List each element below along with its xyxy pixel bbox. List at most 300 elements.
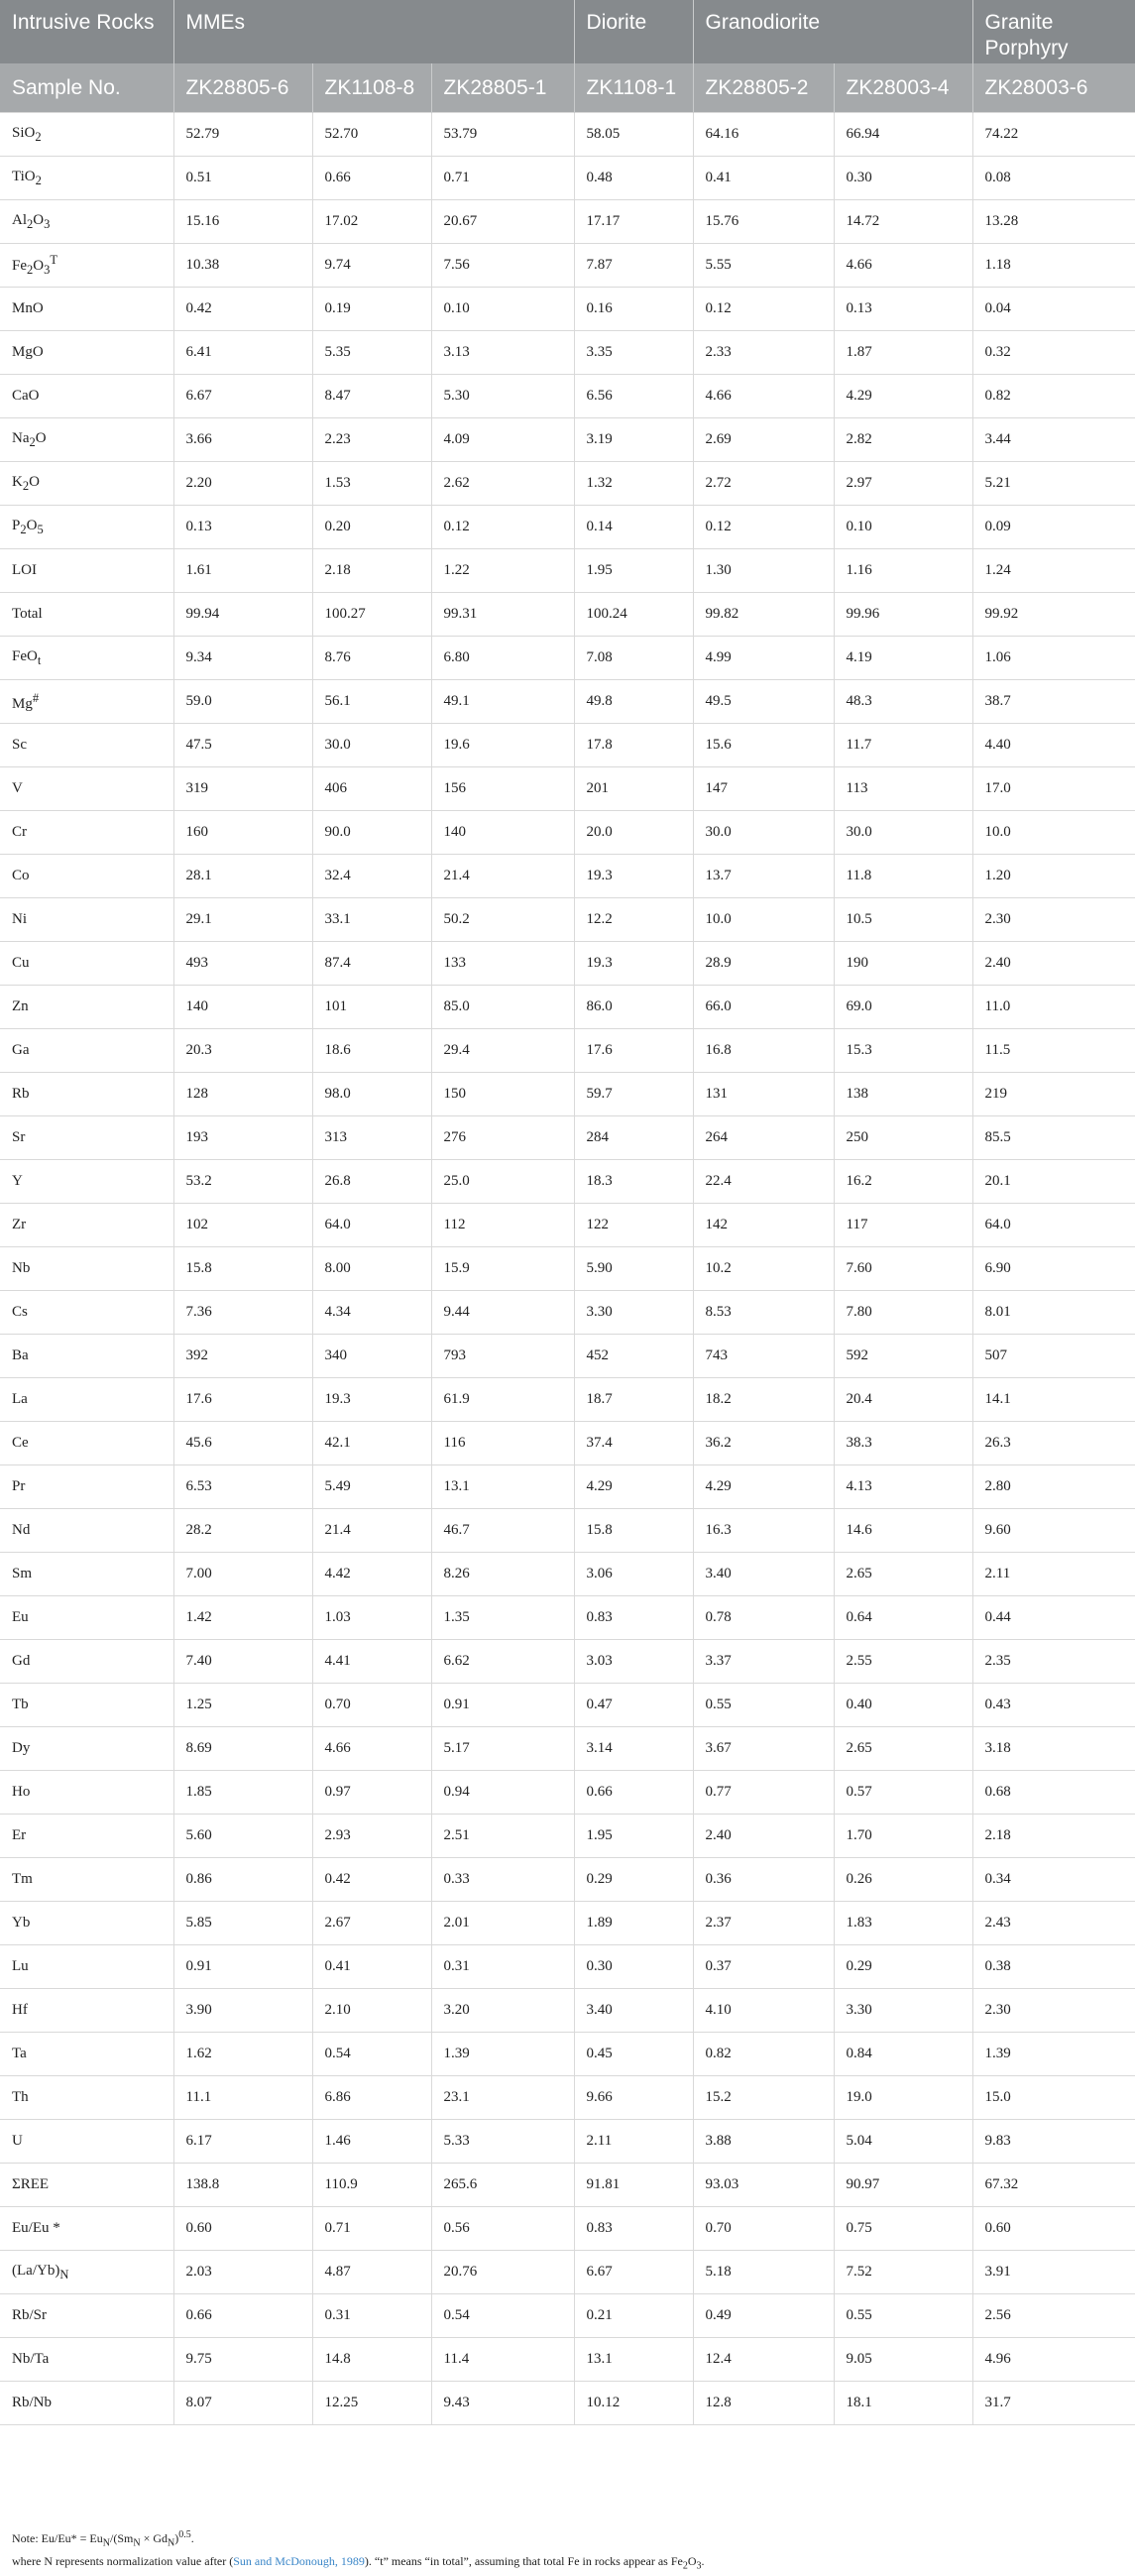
table-cell: 59.0 bbox=[173, 680, 312, 724]
sample-header-row bbox=[0, 63, 1135, 113]
table-cell: 3.90 bbox=[173, 1989, 312, 2033]
table-cell: 2.40 bbox=[972, 942, 1135, 986]
table-cell: 0.33 bbox=[431, 1858, 574, 1902]
table-note bbox=[12, 2525, 704, 2576]
row-label: LOI bbox=[0, 549, 173, 593]
table-cell: 5.60 bbox=[173, 1815, 312, 1858]
table-cell: 7.80 bbox=[834, 1291, 972, 1335]
table-cell: 12.4 bbox=[693, 2338, 834, 2382]
table-row bbox=[0, 1247, 1135, 1291]
table-cell: 15.3 bbox=[834, 1029, 972, 1073]
sample-header: ZK1108-1 bbox=[574, 63, 693, 113]
table-cell: 0.75 bbox=[834, 2207, 972, 2251]
group-granite-porphyry: Granite Porphyry bbox=[972, 0, 1135, 63]
sample-header: ZK28003-4 bbox=[834, 63, 972, 113]
table-cell: 0.13 bbox=[834, 288, 972, 331]
table-row bbox=[0, 2033, 1135, 2076]
table-cell: 3.37 bbox=[693, 1640, 834, 1684]
table-cell: 1.39 bbox=[972, 2033, 1135, 2076]
table-cell: 2.93 bbox=[312, 1815, 431, 1858]
table-row bbox=[0, 1553, 1135, 1596]
table-cell: 7.36 bbox=[173, 1291, 312, 1335]
table-row bbox=[0, 200, 1135, 244]
table-cell: 37.4 bbox=[574, 1422, 693, 1465]
table-cell: 2.80 bbox=[972, 1465, 1135, 1509]
table-cell: 90.97 bbox=[834, 2164, 972, 2207]
table-cell: 3.06 bbox=[574, 1553, 693, 1596]
row-label: Nb/Ta bbox=[0, 2338, 173, 2382]
table-cell: 0.31 bbox=[312, 2294, 431, 2338]
table-cell: 99.94 bbox=[173, 593, 312, 637]
table-row bbox=[0, 1989, 1135, 2033]
table-row bbox=[0, 1771, 1135, 1815]
table-cell: 18.2 bbox=[693, 1378, 834, 1422]
table-cell: 0.57 bbox=[834, 1771, 972, 1815]
table-cell: 156 bbox=[431, 767, 574, 811]
table-cell: 128 bbox=[173, 1073, 312, 1116]
table-cell: 4.66 bbox=[834, 244, 972, 288]
table-cell: 264 bbox=[693, 1116, 834, 1160]
row-label: SiO$_2$ bbox=[0, 113, 173, 157]
table-cell: 56.1 bbox=[312, 680, 431, 724]
table-cell: 507 bbox=[972, 1335, 1135, 1378]
table-row bbox=[0, 1422, 1135, 1465]
table-cell: 9.60 bbox=[972, 1509, 1135, 1553]
table-cell: 219 bbox=[972, 1073, 1135, 1116]
table-cell: 2.72 bbox=[693, 462, 834, 506]
table-cell: 138 bbox=[834, 1073, 972, 1116]
table-row bbox=[0, 724, 1135, 767]
table-cell: 1.95 bbox=[574, 1815, 693, 1858]
table-cell: 17.6 bbox=[173, 1378, 312, 1422]
table-cell: 1.53 bbox=[312, 462, 431, 506]
table-cell: 1.46 bbox=[312, 2120, 431, 2164]
table-row bbox=[0, 2294, 1135, 2338]
table-cell: 0.12 bbox=[693, 288, 834, 331]
table-cell: 20.0 bbox=[574, 811, 693, 855]
table-row bbox=[0, 418, 1135, 462]
table-row bbox=[0, 2164, 1135, 2207]
table-cell: 10.5 bbox=[834, 898, 972, 942]
row-label: TiO$_2$ bbox=[0, 157, 173, 200]
table-cell: 0.10 bbox=[431, 288, 574, 331]
table-cell: 4.41 bbox=[312, 1640, 431, 1684]
table-cell: 0.47 bbox=[574, 1684, 693, 1727]
table-cell: 5.30 bbox=[431, 375, 574, 418]
table-cell: 2.65 bbox=[834, 1727, 972, 1771]
table-cell: 6.17 bbox=[173, 2120, 312, 2164]
row-label: Pr bbox=[0, 1465, 173, 1509]
table-cell: 10.38 bbox=[173, 244, 312, 288]
table-row bbox=[0, 2207, 1135, 2251]
table-row bbox=[0, 1378, 1135, 1422]
table-cell: 28.2 bbox=[173, 1509, 312, 1553]
table-cell: 15.8 bbox=[574, 1509, 693, 1553]
row-label: Rb/Sr bbox=[0, 2294, 173, 2338]
row-label: Sc bbox=[0, 724, 173, 767]
table-cell: 0.83 bbox=[574, 2207, 693, 2251]
table-cell: 9.34 bbox=[173, 637, 312, 680]
table-cell: 0.45 bbox=[574, 2033, 693, 2076]
table-cell: 0.70 bbox=[312, 1684, 431, 1727]
table-cell: 0.83 bbox=[574, 1596, 693, 1640]
table-cell: 5.90 bbox=[574, 1247, 693, 1291]
row-label: Ce bbox=[0, 1422, 173, 1465]
table-cell: 31.7 bbox=[972, 2382, 1135, 2425]
table-cell: 15.6 bbox=[693, 724, 834, 767]
table-cell: 406 bbox=[312, 767, 431, 811]
table-cell: 0.16 bbox=[574, 288, 693, 331]
table-cell: 1.30 bbox=[693, 549, 834, 593]
table-cell: 3.30 bbox=[834, 1989, 972, 2033]
table-row bbox=[0, 1204, 1135, 1247]
table-cell: 93.03 bbox=[693, 2164, 834, 2207]
table-cell: 0.38 bbox=[972, 1945, 1135, 1989]
table-row bbox=[0, 1160, 1135, 1204]
table-cell: 64.16 bbox=[693, 113, 834, 157]
table-cell: 10.12 bbox=[574, 2382, 693, 2425]
table-cell: 48.3 bbox=[834, 680, 972, 724]
table-cell: 1.16 bbox=[834, 549, 972, 593]
table-cell: 28.9 bbox=[693, 942, 834, 986]
table-cell: 14.72 bbox=[834, 200, 972, 244]
table-cell: 66.94 bbox=[834, 113, 972, 157]
sample-header: ZK28003-6 bbox=[972, 63, 1135, 113]
table-cell: 49.1 bbox=[431, 680, 574, 724]
table-cell: 0.42 bbox=[173, 288, 312, 331]
table-cell: 1.18 bbox=[972, 244, 1135, 288]
table-cell: 5.55 bbox=[693, 244, 834, 288]
table-cell: 16.8 bbox=[693, 1029, 834, 1073]
table-cell: 2.55 bbox=[834, 1640, 972, 1684]
table-row bbox=[0, 506, 1135, 549]
table-cell: 0.66 bbox=[574, 1771, 693, 1815]
table-cell: 2.43 bbox=[972, 1902, 1135, 1945]
table-cell: 0.36 bbox=[693, 1858, 834, 1902]
table-cell: 14.1 bbox=[972, 1378, 1135, 1422]
table-cell: 8.00 bbox=[312, 1247, 431, 1291]
row-label: Rb/Nb bbox=[0, 2382, 173, 2425]
table-cell: 3.88 bbox=[693, 2120, 834, 2164]
table-cell: 15.8 bbox=[173, 1247, 312, 1291]
table-cell: 17.8 bbox=[574, 724, 693, 767]
table-cell: 20.76 bbox=[431, 2251, 574, 2294]
table-cell: 47.5 bbox=[173, 724, 312, 767]
table-row bbox=[0, 1858, 1135, 1902]
table-cell: 452 bbox=[574, 1335, 693, 1378]
table-cell: 28.1 bbox=[173, 855, 312, 898]
table-row bbox=[0, 113, 1135, 157]
table-cell: 2.56 bbox=[972, 2294, 1135, 2338]
table-cell: 0.08 bbox=[972, 157, 1135, 200]
table-cell: 0.51 bbox=[173, 157, 312, 200]
table-cell: 140 bbox=[173, 986, 312, 1029]
row-label: CaO bbox=[0, 375, 173, 418]
row-label: Mg# bbox=[0, 680, 173, 724]
table-cell: 3.44 bbox=[972, 418, 1135, 462]
table-cell: 30.0 bbox=[312, 724, 431, 767]
group-intrusive-rocks: Intrusive Rocks bbox=[0, 0, 173, 63]
table-cell: 160 bbox=[173, 811, 312, 855]
table-cell: 19.3 bbox=[574, 855, 693, 898]
table-cell: 1.03 bbox=[312, 1596, 431, 1640]
table-cell: 2.40 bbox=[693, 1815, 834, 1858]
table-cell: 32.4 bbox=[312, 855, 431, 898]
table-cell: 99.31 bbox=[431, 593, 574, 637]
table-cell: 15.9 bbox=[431, 1247, 574, 1291]
table-cell: 10.0 bbox=[693, 898, 834, 942]
table-cell: 4.66 bbox=[312, 1727, 431, 1771]
table-cell: 13.28 bbox=[972, 200, 1135, 244]
note-line-2 bbox=[12, 2552, 704, 2575]
table-cell: 2.30 bbox=[972, 1989, 1135, 2033]
row-label: Sr bbox=[0, 1116, 173, 1160]
table-cell: 4.87 bbox=[312, 2251, 431, 2294]
table-cell: 5.85 bbox=[173, 1902, 312, 1945]
row-label: ΣREE bbox=[0, 2164, 173, 2207]
table-cell: 0.54 bbox=[431, 2294, 574, 2338]
table-cell: 4.29 bbox=[574, 1465, 693, 1509]
table-cell: 1.20 bbox=[972, 855, 1135, 898]
table-row bbox=[0, 1116, 1135, 1160]
table-cell: 3.67 bbox=[693, 1727, 834, 1771]
table-cell: 0.20 bbox=[312, 506, 431, 549]
table-cell: 0.49 bbox=[693, 2294, 834, 2338]
table-cell: 69.0 bbox=[834, 986, 972, 1029]
table-cell: 6.67 bbox=[574, 2251, 693, 2294]
table-cell: 142 bbox=[693, 1204, 834, 1247]
table-cell: 1.61 bbox=[173, 549, 312, 593]
table-cell: 16.2 bbox=[834, 1160, 972, 1204]
table-cell: 98.0 bbox=[312, 1073, 431, 1116]
table-cell: 1.83 bbox=[834, 1902, 972, 1945]
row-label: $(La/Yb)_N$ bbox=[0, 2251, 173, 2294]
table-cell: 4.10 bbox=[693, 1989, 834, 2033]
table-cell: 2.20 bbox=[173, 462, 312, 506]
table-cell: 10.2 bbox=[693, 1247, 834, 1291]
table-cell: 150 bbox=[431, 1073, 574, 1116]
table-cell: 0.41 bbox=[312, 1945, 431, 1989]
table-cell: 0.70 bbox=[693, 2207, 834, 2251]
table-cell: 793 bbox=[431, 1335, 574, 1378]
table-cell: 18.6 bbox=[312, 1029, 431, 1073]
table-cell: 20.1 bbox=[972, 1160, 1135, 1204]
table-cell: 0.43 bbox=[972, 1684, 1135, 1727]
table-cell: 38.7 bbox=[972, 680, 1135, 724]
table-row bbox=[0, 1465, 1135, 1509]
row-label: Cu bbox=[0, 942, 173, 986]
table-cell: 0.66 bbox=[312, 157, 431, 200]
table-cell: 3.30 bbox=[574, 1291, 693, 1335]
table-cell: 1.06 bbox=[972, 637, 1135, 680]
table-cell: 0.54 bbox=[312, 2033, 431, 2076]
table-cell: 0.55 bbox=[834, 2294, 972, 2338]
table-cell: 20.4 bbox=[834, 1378, 972, 1422]
table-cell: 4.42 bbox=[312, 1553, 431, 1596]
table-cell: 26.8 bbox=[312, 1160, 431, 1204]
table-cell: 1.22 bbox=[431, 549, 574, 593]
table-cell: 116 bbox=[431, 1422, 574, 1465]
table-cell: 319 bbox=[173, 767, 312, 811]
table-cell: 0.77 bbox=[693, 1771, 834, 1815]
reference-link[interactable]: Sun and McDonough, 1989 bbox=[233, 2554, 365, 2569]
table-row bbox=[0, 1640, 1135, 1684]
table-cell: 11.5 bbox=[972, 1029, 1135, 1073]
row-label: Eu bbox=[0, 1596, 173, 1640]
table-row bbox=[0, 1945, 1135, 1989]
table-cell: 6.67 bbox=[173, 375, 312, 418]
table-cell: 493 bbox=[173, 942, 312, 986]
table-cell: 0.91 bbox=[173, 1945, 312, 1989]
table-cell: 18.7 bbox=[574, 1378, 693, 1422]
table-cell: 0.10 bbox=[834, 506, 972, 549]
table-cell: 26.3 bbox=[972, 1422, 1135, 1465]
group-granodiorite: Granodiorite bbox=[693, 0, 972, 63]
table-cell: 9.66 bbox=[574, 2076, 693, 2120]
row-label: Co bbox=[0, 855, 173, 898]
table-cell: 0.12 bbox=[431, 506, 574, 549]
row-label: Nd bbox=[0, 1509, 173, 1553]
table-cell: 99.92 bbox=[972, 593, 1135, 637]
table-cell: 0.55 bbox=[693, 1684, 834, 1727]
table-row bbox=[0, 2382, 1135, 2425]
table-cell: 13.1 bbox=[574, 2338, 693, 2382]
table-cell: 8.26 bbox=[431, 1553, 574, 1596]
table-cell: 0.37 bbox=[693, 1945, 834, 1989]
row-label: $Fe_2O_3^T$ bbox=[0, 244, 173, 288]
table-cell: 313 bbox=[312, 1116, 431, 1160]
table-cell: 2.18 bbox=[972, 1815, 1135, 1858]
note-line-1: Note: $Eu/Eu* = Eu_N/(Sm_N \times Gd_N)^{0.5}$. bbox=[12, 2529, 194, 2549]
table-cell: 3.91 bbox=[972, 2251, 1135, 2294]
table-cell: 90.0 bbox=[312, 811, 431, 855]
table-cell: 4.99 bbox=[693, 637, 834, 680]
table-cell: 20.3 bbox=[173, 1029, 312, 1073]
table-cell: 1.89 bbox=[574, 1902, 693, 1945]
table-cell: 1.35 bbox=[431, 1596, 574, 1640]
table-cell: 147 bbox=[693, 767, 834, 811]
table-cell: 122 bbox=[574, 1204, 693, 1247]
table-cell: 18.1 bbox=[834, 2382, 972, 2425]
row-label: Th bbox=[0, 2076, 173, 2120]
table-cell: 140 bbox=[431, 811, 574, 855]
table-row bbox=[0, 1727, 1135, 1771]
table-cell: 7.40 bbox=[173, 1640, 312, 1684]
row-label: Yb bbox=[0, 1902, 173, 1945]
table-cell: 0.68 bbox=[972, 1771, 1135, 1815]
row-label: FeO$_t$ bbox=[0, 637, 173, 680]
table-cell: 2.30 bbox=[972, 898, 1135, 942]
table-cell: 11.4 bbox=[431, 2338, 574, 2382]
table-cell: 15.2 bbox=[693, 2076, 834, 2120]
row-label: Hf bbox=[0, 1989, 173, 2033]
table-cell: 17.0 bbox=[972, 767, 1135, 811]
row-label: Lu bbox=[0, 1945, 173, 1989]
table-cell: 5.49 bbox=[312, 1465, 431, 1509]
table-cell: 7.56 bbox=[431, 244, 574, 288]
table-cell: 0.91 bbox=[431, 1684, 574, 1727]
table-row bbox=[0, 855, 1135, 898]
group-diorite: Diorite bbox=[574, 0, 693, 63]
table-cell: 113 bbox=[834, 767, 972, 811]
table-cell: 0.82 bbox=[693, 2033, 834, 2076]
table-cell: 23.1 bbox=[431, 2076, 574, 2120]
table-cell: 0.09 bbox=[972, 506, 1135, 549]
table-cell: 9.75 bbox=[173, 2338, 312, 2382]
table-cell: 86.0 bbox=[574, 986, 693, 1029]
table-cell: 85.5 bbox=[972, 1116, 1135, 1160]
row-label: Ho bbox=[0, 1771, 173, 1815]
table-row bbox=[0, 1291, 1135, 1335]
table-cell: 17.6 bbox=[574, 1029, 693, 1073]
table-cell: 5.33 bbox=[431, 2120, 574, 2164]
table-cell: 15.76 bbox=[693, 200, 834, 244]
table-cell: 1.25 bbox=[173, 1684, 312, 1727]
table-cell: 58.05 bbox=[574, 113, 693, 157]
row-label: Ba bbox=[0, 1335, 173, 1378]
table-cell: 3.40 bbox=[693, 1553, 834, 1596]
table-cell: 2.69 bbox=[693, 418, 834, 462]
table-cell: 12.8 bbox=[693, 2382, 834, 2425]
table-cell: 99.82 bbox=[693, 593, 834, 637]
row-label: Rb bbox=[0, 1073, 173, 1116]
table-cell: 33.1 bbox=[312, 898, 431, 942]
table-row bbox=[0, 157, 1135, 200]
sample-header: ZK1108-8 bbox=[312, 63, 431, 113]
table-cell: 99.96 bbox=[834, 593, 972, 637]
table-cell: 10.0 bbox=[972, 811, 1135, 855]
table-row bbox=[0, 549, 1135, 593]
table-cell: 1.87 bbox=[834, 331, 972, 375]
row-label: $Na_2O$ bbox=[0, 418, 173, 462]
row-label: La bbox=[0, 1378, 173, 1422]
table-cell: 52.70 bbox=[312, 113, 431, 157]
row-label: Gd bbox=[0, 1640, 173, 1684]
table-cell: 0.60 bbox=[173, 2207, 312, 2251]
sample-header: ZK28805-2 bbox=[693, 63, 834, 113]
table-cell: 18.3 bbox=[574, 1160, 693, 1204]
row-label: Cs bbox=[0, 1291, 173, 1335]
table-row bbox=[0, 1029, 1135, 1073]
table-cell: 5.04 bbox=[834, 2120, 972, 2164]
table-cell: 30.0 bbox=[693, 811, 834, 855]
table-cell: 0.26 bbox=[834, 1858, 972, 1902]
table-cell: 4.29 bbox=[834, 375, 972, 418]
table-cell: 2.51 bbox=[431, 1815, 574, 1858]
table-cell: 8.47 bbox=[312, 375, 431, 418]
table-cell: 6.90 bbox=[972, 1247, 1135, 1291]
table-cell: 2.03 bbox=[173, 2251, 312, 2294]
table-cell: 138.8 bbox=[173, 2164, 312, 2207]
table-row bbox=[0, 1596, 1135, 1640]
table-cell: 592 bbox=[834, 1335, 972, 1378]
table-body bbox=[0, 113, 1135, 2425]
row-label: $K_2O$ bbox=[0, 462, 173, 506]
table-row bbox=[0, 375, 1135, 418]
table-row bbox=[0, 767, 1135, 811]
table-cell: 91.81 bbox=[574, 2164, 693, 2207]
table-cell: 87.4 bbox=[312, 942, 431, 986]
table-cell: 2.23 bbox=[312, 418, 431, 462]
table-row bbox=[0, 1815, 1135, 1858]
note-line-2-pre: where N represents normalization value after ( bbox=[12, 2554, 234, 2569]
table-cell: 11.1 bbox=[173, 2076, 312, 2120]
table-cell: 0.86 bbox=[173, 1858, 312, 1902]
row-label: MgO bbox=[0, 331, 173, 375]
table-cell: 59.7 bbox=[574, 1073, 693, 1116]
table-cell: 110.9 bbox=[312, 2164, 431, 2207]
sample-header: ZK28805-6 bbox=[173, 63, 312, 113]
